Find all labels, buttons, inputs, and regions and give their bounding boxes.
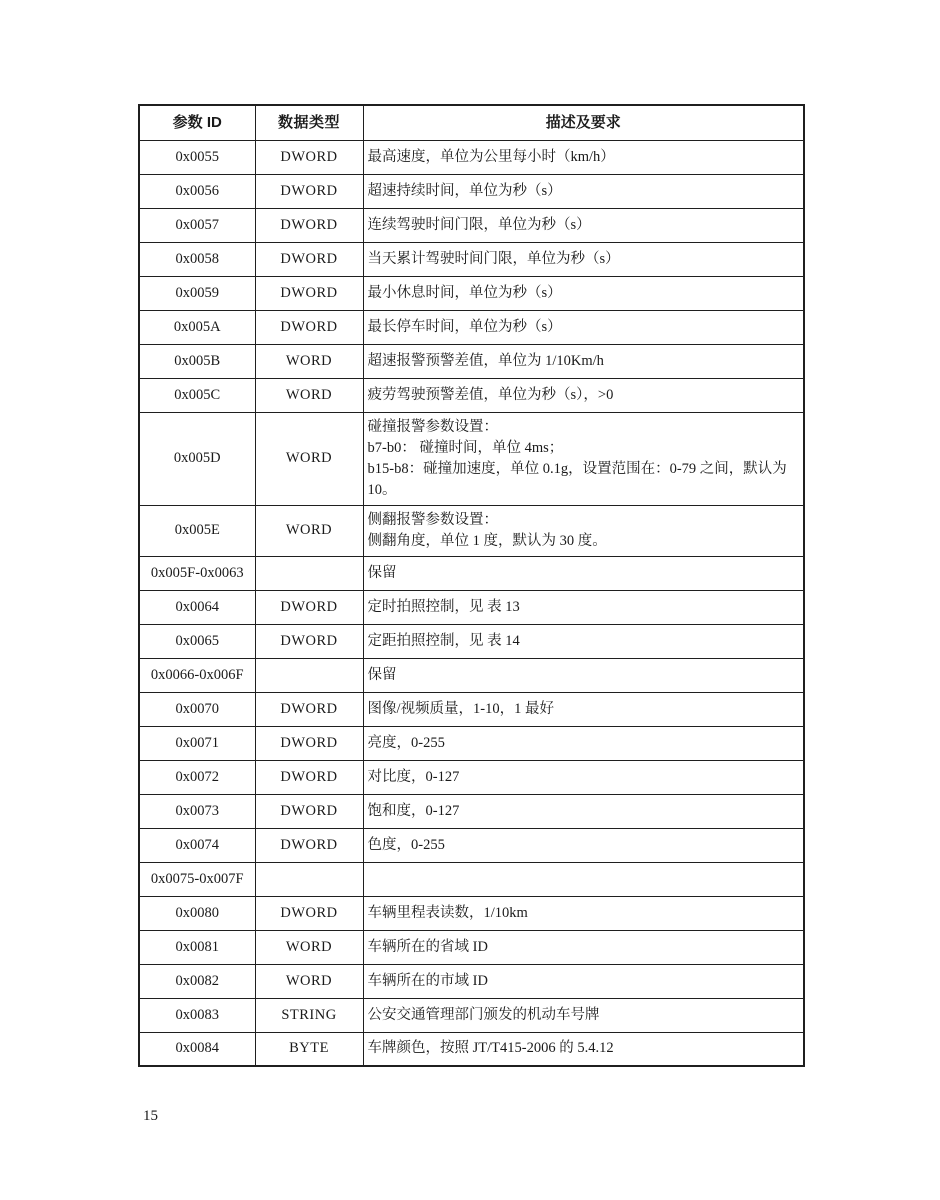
header-data-type: 数据类型: [255, 105, 363, 140]
header-row: [139, 105, 804, 140]
table-row: [139, 344, 804, 378]
table-row: [139, 505, 804, 556]
param-id-cell: 0x0075-0x007F: [139, 862, 255, 896]
description-cell: [363, 140, 804, 174]
description-cell: [363, 412, 804, 505]
description-line: 碰撞报警参数设置：: [367, 418, 498, 435]
table-row: [139, 174, 804, 208]
table-row: [139, 276, 804, 310]
table-row: [139, 658, 804, 692]
data-type-cell: DWORD: [255, 276, 363, 310]
description-line: 保留: [367, 666, 397, 683]
description-line: 最长停车时间，单位为秒（s）: [367, 318, 562, 335]
table-row: [139, 412, 804, 505]
table-row: [139, 1032, 804, 1066]
param-id-cell: 0x0080: [139, 896, 255, 930]
description-cell: [363, 998, 804, 1032]
param-id-cell: 0x0072: [139, 760, 255, 794]
param-id-cell: 0x0084: [139, 1032, 255, 1066]
table-row: [139, 378, 804, 412]
data-type-cell: DWORD: [255, 242, 363, 276]
description-cell: [363, 658, 804, 692]
header-param-id: 参数 ID: [139, 105, 255, 140]
description-line: 对比度，0-127: [367, 768, 460, 785]
description-cell: [363, 828, 804, 862]
data-type-cell: DWORD: [255, 828, 363, 862]
description-line: b15-b8：碰撞加速度，单位 0.1g，设置范围在：0-79 之间，默认为: [367, 460, 787, 477]
description-line: 车辆里程表读数，1/10km: [367, 904, 528, 921]
description-line: 疲劳驾驶预警差值，单位为秒（s），>0: [367, 386, 614, 403]
description-line: 侧翻角度，单位 1 度，默认为 30 度。: [367, 532, 607, 549]
param-id-cell: 0x005F-0x0063: [139, 556, 255, 590]
param-id-cell: 0x0065: [139, 624, 255, 658]
data-type-cell: WORD: [255, 930, 363, 964]
param-id-cell: 0x0058: [139, 242, 255, 276]
param-id-cell: 0x0083: [139, 998, 255, 1032]
data-type-cell: WORD: [255, 378, 363, 412]
param-id-cell: 0x005C: [139, 378, 255, 412]
data-type-cell: WORD: [255, 964, 363, 998]
data-type-cell: [255, 556, 363, 590]
description-line: 车辆所在的省域 ID: [367, 938, 488, 955]
param-id-cell: 0x0066-0x006F: [139, 658, 255, 692]
param-id-cell: 0x0073: [139, 794, 255, 828]
table-row: [139, 208, 804, 242]
data-type-cell: DWORD: [255, 590, 363, 624]
description-line: 车辆所在的市域 ID: [367, 972, 488, 989]
description-cell: [363, 174, 804, 208]
description-line: 定距拍照控制，见 表 14: [367, 632, 520, 649]
description-line: 图像/视频质量，1-10，1 最好: [367, 700, 554, 717]
data-type-cell: STRING: [255, 998, 363, 1032]
description-line: 当天累计驾驶时间门限，单位为秒（s）: [367, 250, 620, 267]
data-type-cell: WORD: [255, 344, 363, 378]
param-id-cell: 0x0070: [139, 692, 255, 726]
data-type-cell: DWORD: [255, 174, 363, 208]
description-cell: [363, 208, 804, 242]
param-id-cell: 0x0057: [139, 208, 255, 242]
data-type-cell: DWORD: [255, 896, 363, 930]
table-row: [139, 964, 804, 998]
param-id-cell: 0x0064: [139, 590, 255, 624]
header-description: 描述及要求: [363, 105, 804, 140]
description-line: 亮度，0-255: [367, 734, 445, 751]
data-type-cell: WORD: [255, 505, 363, 556]
description-cell: [363, 726, 804, 760]
param-id-cell: 0x005E: [139, 505, 255, 556]
description-line: 超速报警预警差值，单位为 1/10Km/h: [367, 352, 604, 369]
description-line: 连续驾驶时间门限，单位为秒（s）: [367, 216, 591, 233]
description-cell: [363, 310, 804, 344]
table-row: [139, 310, 804, 344]
description-line: 最高速度，单位为公里每小时（km/h）: [367, 148, 615, 165]
data-type-cell: DWORD: [255, 208, 363, 242]
data-type-cell: DWORD: [255, 624, 363, 658]
description-line: 色度，0-255: [367, 836, 445, 853]
description-line: 车牌颜色，按照 JT/T415-2006 的 5.4.12: [367, 1040, 614, 1057]
description-cell: [363, 760, 804, 794]
description-cell: [363, 964, 804, 998]
param-id-cell: 0x005D: [139, 412, 255, 505]
table-row: [139, 930, 804, 964]
parameter-table-body: [139, 140, 804, 1066]
table-row: [139, 692, 804, 726]
data-type-cell: [255, 862, 363, 896]
description-line: 饱和度，0-127: [367, 802, 460, 819]
data-type-cell: DWORD: [255, 692, 363, 726]
table-row: [139, 590, 804, 624]
description-cell: [363, 896, 804, 930]
param-id-cell: 0x0056: [139, 174, 255, 208]
description-cell: [363, 378, 804, 412]
param-id-cell: 0x0071: [139, 726, 255, 760]
data-type-cell: DWORD: [255, 140, 363, 174]
param-id-cell: 0x0059: [139, 276, 255, 310]
param-id-cell: 0x0082: [139, 964, 255, 998]
description-cell: [363, 862, 804, 896]
page-number: 15: [143, 1108, 158, 1124]
description-cell: [363, 930, 804, 964]
table-row: [139, 140, 804, 174]
table-row: [139, 896, 804, 930]
description-line: 公安交通管理部门颁发的机动车号牌: [367, 1006, 600, 1023]
param-id-cell: 0x0074: [139, 828, 255, 862]
param-id-cell: 0x005B: [139, 344, 255, 378]
parameter-table: [138, 104, 805, 1067]
description-line: 保留: [367, 564, 397, 581]
data-type-cell: DWORD: [255, 760, 363, 794]
param-id-cell: 0x0081: [139, 930, 255, 964]
description-cell: [363, 624, 804, 658]
description-line: 侧翻报警参数设置：: [367, 511, 498, 528]
param-id-cell: 0x005A: [139, 310, 255, 344]
table-row: [139, 760, 804, 794]
description-cell: [363, 692, 804, 726]
table-row: [139, 624, 804, 658]
description-line: 超速持续时间，单位为秒（s）: [367, 182, 562, 199]
description-cell: [363, 505, 804, 556]
description-cell: [363, 794, 804, 828]
table-row: [139, 998, 804, 1032]
parameter-table-header: [139, 105, 804, 140]
description-cell: [363, 242, 804, 276]
table-row: [139, 862, 804, 896]
description-cell: [363, 556, 804, 590]
description-cell: [363, 590, 804, 624]
table-row: [139, 794, 804, 828]
data-type-cell: [255, 658, 363, 692]
table-row: [139, 828, 804, 862]
data-type-cell: DWORD: [255, 794, 363, 828]
table-row: [139, 556, 804, 590]
data-type-cell: DWORD: [255, 310, 363, 344]
description-line: b7-b0： 碰撞时间，单位 4ms；: [367, 439, 564, 456]
description-line: 最小休息时间，单位为秒（s）: [367, 284, 562, 301]
param-id-cell: 0x0055: [139, 140, 255, 174]
data-type-cell: DWORD: [255, 726, 363, 760]
description-cell: [363, 1032, 804, 1066]
description-cell: [363, 276, 804, 310]
table-row: [139, 242, 804, 276]
table-row: [139, 726, 804, 760]
data-type-cell: BYTE: [255, 1032, 363, 1066]
description-cell: [363, 344, 804, 378]
data-type-cell: WORD: [255, 412, 363, 505]
description-line: 定时拍照控制，见 表 13: [367, 598, 520, 615]
description-line: 10。: [367, 481, 397, 498]
